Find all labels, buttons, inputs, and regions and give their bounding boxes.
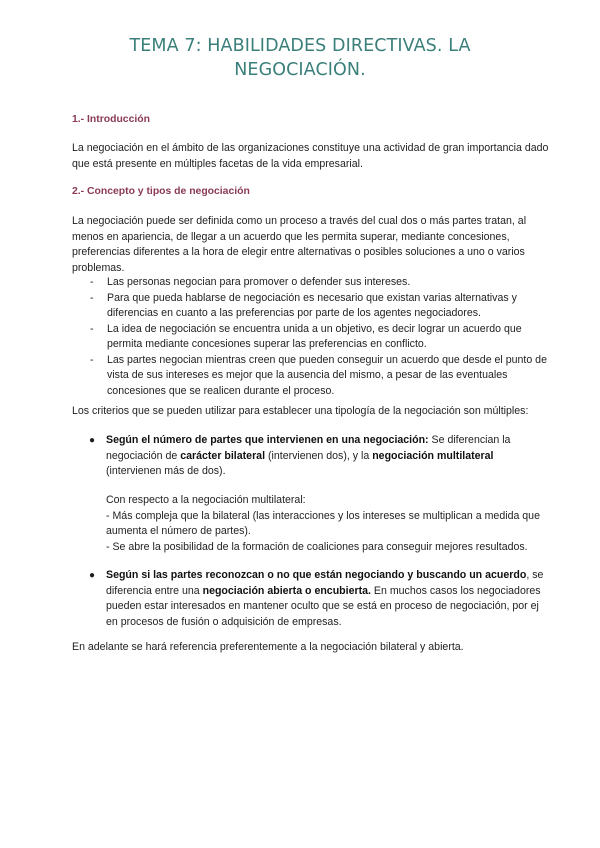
concept-paragraph: La negociación puede ser definida como un proceso a través del cual dos o más partes tratan, al menos en apariencia, de llegar a un acuerdo que les permita superar, mediante concesiones, preferencias diferentes a la hora de elegir entre alternativas o posibles soluciones a uno o varios problemas. (72, 215, 527, 274)
multilateral-line-2: - Se abre la posibilidad de la formación de coaliciones para conseguir mejores resultados. (106, 540, 528, 553)
list-item: - Las partes negocian mientras creen que pueden conseguir un acuerdo que desde el punto de vista de sus intereses es mejor que la ausencia del mismo, a pesar de las eventuales concesiones que se realicen durante el proceso. (90, 353, 547, 397)
bullet-icon: ● (89, 570, 96, 581)
multilateral-line-1: - Más compleja que la bilateral (las interacciones y los intereses se multiplican a medida que aumenta el número de partes). (106, 509, 540, 537)
multilateral-block (106, 493, 552, 555)
bullet-text: Según si las partes reconozcan o no que están negociando y buscando un acuerdo, se diferencia entre una negociación abierta o encubierta. En muchos casos los negociadores pueden estar interesados en mantener oculto que se está en proceso de negociación, por ej en procesos de fusión o adquisición de empresas. (106, 569, 544, 628)
bullet-icon: ● (89, 435, 96, 446)
list-item: - Para que pueda hablarse de negociación es necesario que existan varias alternativas y diferencias en cuanto a las preferencias por parte de los agentes negociadores. (90, 291, 517, 319)
list-item: - Las personas negocian para promover o defender sus intereses. (90, 276, 411, 288)
bullet-item-reconocimiento (90, 568, 550, 630)
title-line-2: NEGOCIACIÓN. (234, 60, 366, 80)
bullet-text: Según el número de partes que intervienen en una negociación: Se diferencian la negociación de carácter bilateral (intervienen dos), y la negociación multilateral (intervienen más de dos). (106, 434, 511, 477)
dash-list (90, 275, 550, 399)
list-item: - La idea de negociación se encuentra unida a un objetivo, es decir lograr un acuerdo que permita mediante concesiones superar las preferencias en conflicto. (90, 322, 522, 350)
multilateral-intro: Con respecto a la negociación multilateral: (106, 494, 306, 506)
intro-paragraph: La negociación en el ámbito de las organizaciones constituye una actividad de gran importancia dado que está presente en múltiples facetas de la vida empresarial. (72, 142, 549, 170)
section-heading-concepto: 2.- Concepto y tipos de negociación (72, 186, 250, 197)
criteria-intro: Los criterios que se pueden utilizar para establecer una tipología de la negociación son múltiples: (72, 405, 529, 417)
page-title (60, 34, 540, 82)
section-heading-introduccion: 1.- Introducción (72, 114, 150, 125)
bullet-item-partes (90, 433, 550, 480)
closing-paragraph: En adelante se hará referencia preferentemente a la negociación bilateral y abierta. (72, 641, 464, 653)
title-line-1: TEMA 7: HABILIDADES DIRECTIVAS. LA (129, 36, 471, 56)
